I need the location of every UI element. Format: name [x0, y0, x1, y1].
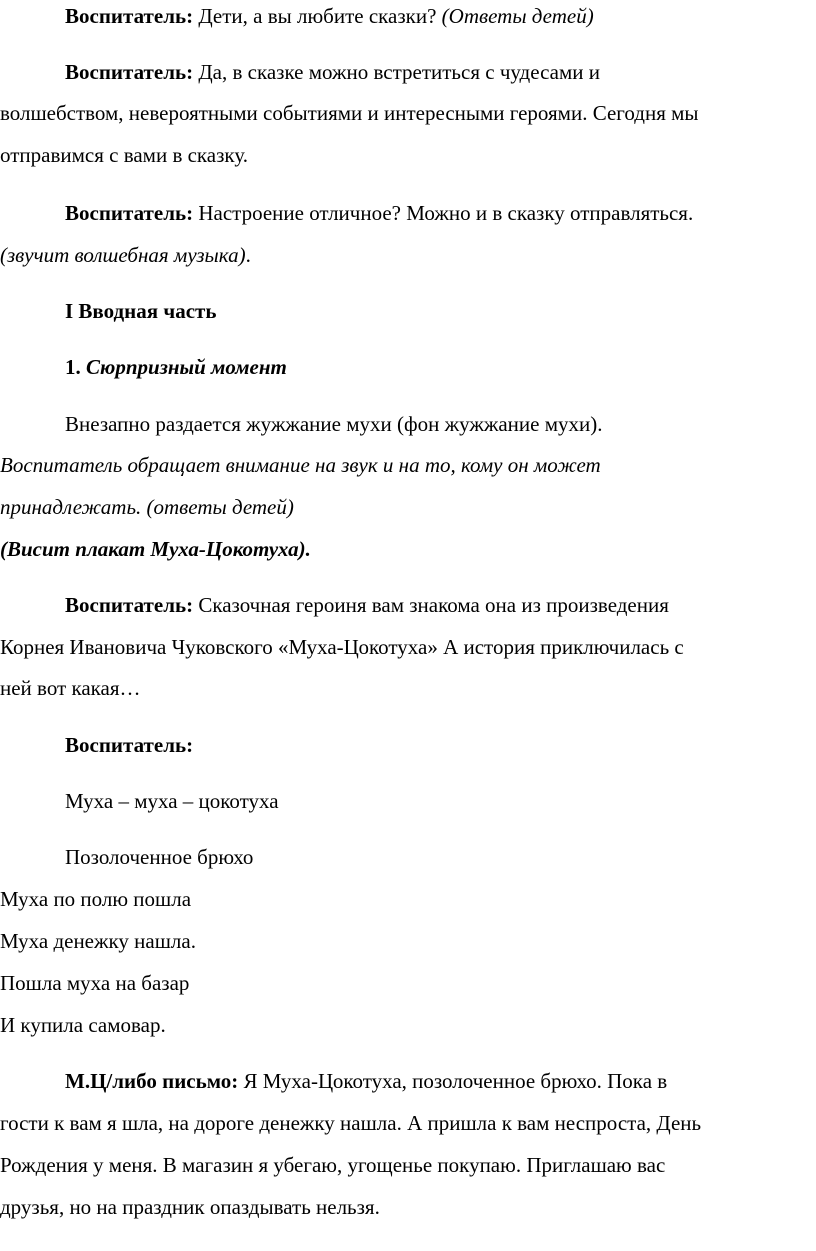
speaker-label: Воспитатель:: [65, 733, 194, 757]
paragraph-text: Да, в сказке можно встретиться с чудесами и: [193, 60, 600, 84]
poem-line: Муха – муха – цокотуха: [65, 789, 279, 813]
speaker-label: Воспитатель:: [65, 201, 194, 225]
paragraph-surprise-line: Внезапно раздается жужжание мухи (фон жужжание мухи).: [65, 412, 603, 436]
subsection-title: Сюрпризный момент: [80, 355, 287, 379]
paragraph-intro-line: [65, 58, 600, 86]
paragraph-text: Сказочная героиня вам знакома она из произведения: [193, 593, 669, 617]
paragraph-text: Я Муха-Цокотуха, позолоченное брюхо. Пока в: [238, 1069, 668, 1093]
paragraph-text: Настроение отличное? Можно и в сказку отправляться.: [193, 201, 694, 225]
stage-note: (Ответы детей): [441, 4, 594, 28]
paragraph-heroine-line: [65, 591, 669, 619]
subsection-heading: [65, 353, 287, 381]
speaker-label: Воспитатель:: [65, 4, 194, 28]
paragraph-letter-line: друзья, но на праздник опаздывать нельзя.: [0, 1195, 380, 1219]
poem-line: Муха денежку нашла.: [0, 929, 196, 953]
poem-line: Муха по полю пошла: [0, 887, 192, 911]
paragraph-mood-line: [65, 199, 693, 227]
paragraph-intro-line: волшебством, невероятными событиями и интересными героями. Сегодня мы: [0, 101, 699, 125]
stage-note: (звучит волшебная музыка).: [0, 243, 251, 267]
speaker-label: Воспитатель:: [65, 593, 194, 617]
paragraph-heroine-line: ней вот какая…: [0, 676, 141, 700]
poem-line: Позолоченное брюхо: [65, 845, 254, 869]
paragraph-text: Дети, а вы любите сказки?: [193, 4, 442, 28]
paragraph-letter-line: [65, 1067, 667, 1095]
paragraph-heroine-line: Корнея Ивановича Чуковского «Муха-Цокотуха» А история приключилась с: [0, 635, 684, 659]
speaker-label: М.Ц/либо письмо:: [65, 1069, 239, 1093]
section-heading: I Вводная часть: [65, 299, 217, 323]
subsection-number: 1.: [65, 355, 81, 379]
paragraph-surprise-line: Воспитатель обращает внимание на звук и на то, кому он может: [0, 453, 601, 477]
paragraph-surprise-line: принадлежать. (ответы детей): [0, 495, 294, 519]
poster-note: (Висит плакат Муха-Цокотуха).: [0, 537, 311, 561]
paragraph-letter-line: гости к вам я шла, на дороге денежку нашла. А пришла к вам неспроста, День: [0, 1111, 702, 1135]
paragraph-letter-line: Рождения у меня. В магазин я убегаю, угощенье покупаю. Приглашаю вас: [0, 1153, 666, 1177]
poem-line: Пошла муха на базар: [0, 971, 190, 995]
paragraph-intro-line: отправимся с вами в сказку.: [0, 143, 248, 167]
poem-line: И купила самовар.: [0, 1013, 166, 1037]
paragraph-greeting: [65, 2, 594, 30]
speaker-label: Воспитатель:: [65, 60, 194, 84]
